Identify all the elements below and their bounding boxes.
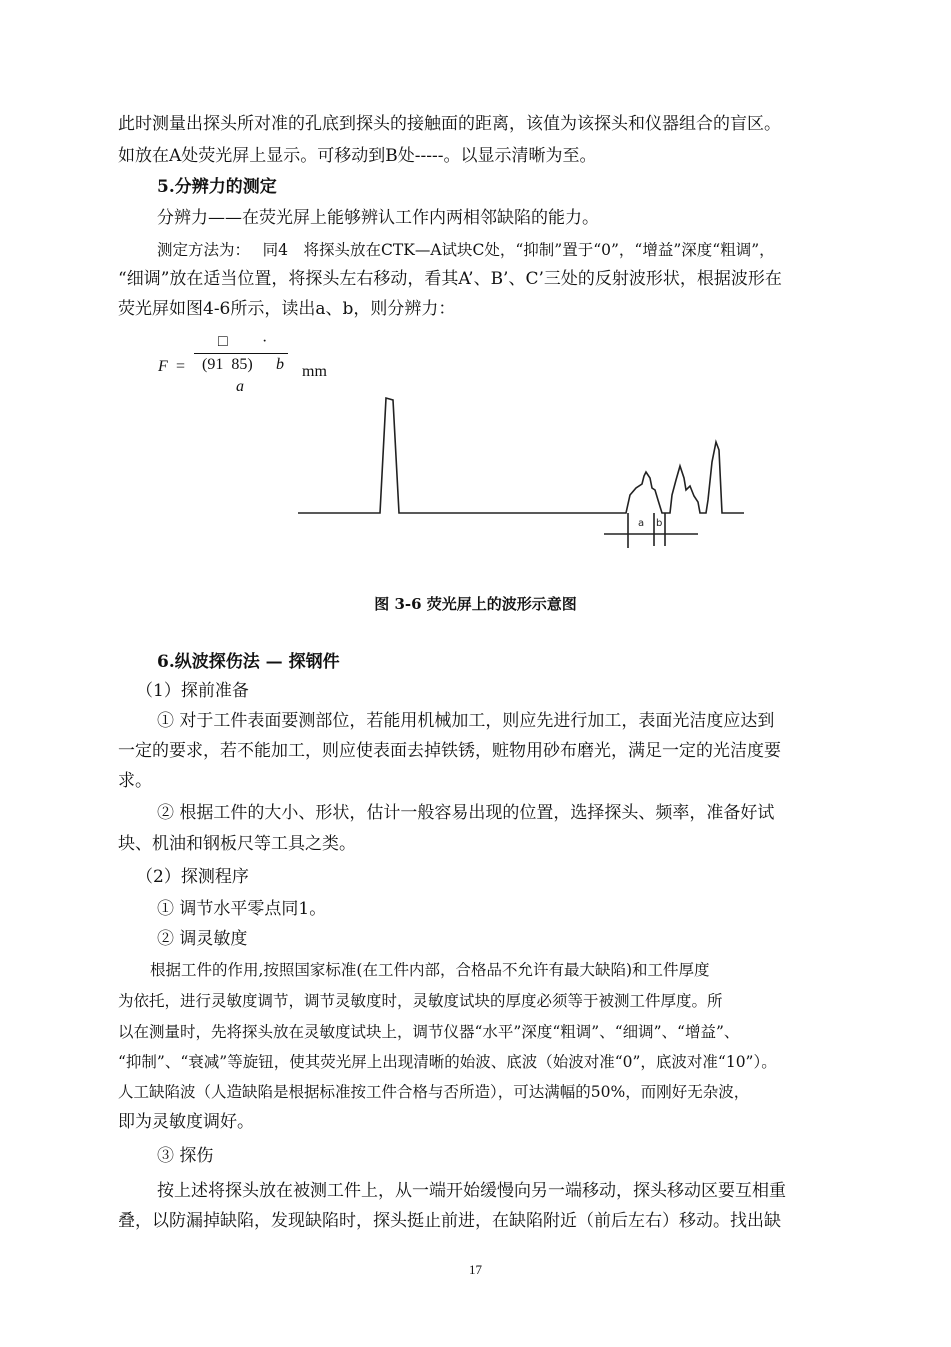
paragraph-line: 为依托，进行灵敏度调节，调节灵敏度时，灵敏度试块的厚度必须等于被测工件厚度。所 (118, 992, 723, 1010)
list-item: ② 调灵敏度 (157, 929, 248, 949)
formula-num-var: b (276, 356, 284, 373)
list-item: ③ 探伤 (157, 1146, 214, 1166)
paragraph-line: 此时测量出探头所对准的孔底到探头的接触面的距离，该值为该探头和仪器组合的盲区。 (118, 114, 781, 134)
formula-eq: = (176, 358, 186, 375)
formula-numerator: (91 85) (202, 356, 253, 373)
paragraph-line: 人工缺陷波（人造缺陷是根据标准按工件合格与否所造），可达满幅的50%，而刚好无杂波， (118, 1083, 750, 1101)
section-heading: 5.分辨力的测定 (157, 177, 277, 197)
formula-box: □ (218, 333, 228, 350)
paragraph-line: 叠，以防漏掉缺陷，发现缺陷时，探头挺止前进，在缺陷附近（前后左右）移动。找出缺 (118, 1211, 781, 1231)
paragraph-line: 一定的要求，若不能加工，则应使表面去掉铁锈，赃物用砂布磨光，满足一定的光洁度要 (118, 741, 781, 761)
paragraph-line: 即为灵敏度调好。 (118, 1112, 254, 1132)
paragraph-line: 测定方法为： 同4 将探头放在CTK—A试块C处，“抑制”置于“0”，“增益”深度“粗调”， (157, 241, 775, 259)
paragraph-line: 荧光屏如图4-6所示，读出a、b，则分辨力： (118, 299, 456, 319)
paragraph-line: 根据工件的作用,按照国家标准(在工件内部，合格品不允许有最大缺陷)和工件厚度 (150, 961, 710, 979)
paragraph-line: 如放在A处荧光屏上显示。可移动到B处-----。以显示清晰为至。 (118, 146, 597, 166)
figure-caption: 图 3-6 荧光屏上的波形示意图 (374, 595, 577, 613)
baseline-waveform (298, 398, 744, 513)
formula-dot: · (262, 333, 268, 350)
formula-denominator: a (236, 378, 244, 395)
label-a: a (638, 518, 645, 529)
paragraph-line: 求。 (118, 771, 152, 791)
fraction-bar (194, 353, 288, 354)
paragraph-line: “细调”放在适当位置，将探头左右移动，看其A’、B’、C’三处的反射波形状，根据波形在 (118, 269, 782, 289)
waveform-figure (0, 380, 951, 600)
subsection-heading: （2）探测程序 (136, 867, 249, 887)
list-item: ① 调节水平零点同1。 (157, 899, 327, 919)
paragraph-line: “抑制”、“衰减”等旋钮，使其荧光屏上出现清晰的始波、底波（始波对准“0”，底波对准“10”）。 (118, 1053, 777, 1071)
label-b: b (656, 518, 663, 529)
paragraph-line: 以在测量时，先将探头放在灵敏度试块上，调节仪器“水平”深度“粗调”、“细调”、“增益”、 (118, 1023, 740, 1041)
page-number: 17 (469, 1262, 482, 1277)
formula-lhs: F (158, 358, 168, 375)
paragraph-line: ② 根据工件的大小、形状，估计一般容易出现的位置，选择探头、频率，准备好试 (157, 803, 775, 823)
paragraph-line: 分辨力——在荧光屏上能够辨认工作内两相邻缺陷的能力。 (157, 208, 599, 228)
subsection-heading: （1）探前准备 (136, 681, 249, 701)
paragraph-line: 按上述将探头放在被测工件上，从一端开始缓慢向另一端移动，探头移动区要互相重 (157, 1181, 786, 1201)
section-heading: 6.纵波探伤法 — 探钢件 (157, 652, 340, 672)
paragraph-line: 块、机油和钢板尺等工具之类。 (118, 834, 356, 854)
paragraph-line: ① 对于工件表面要测部位，若能用机械加工，则应先进行加工，表面光洁度应达到 (157, 711, 775, 731)
formula-unit: mm (302, 363, 327, 380)
